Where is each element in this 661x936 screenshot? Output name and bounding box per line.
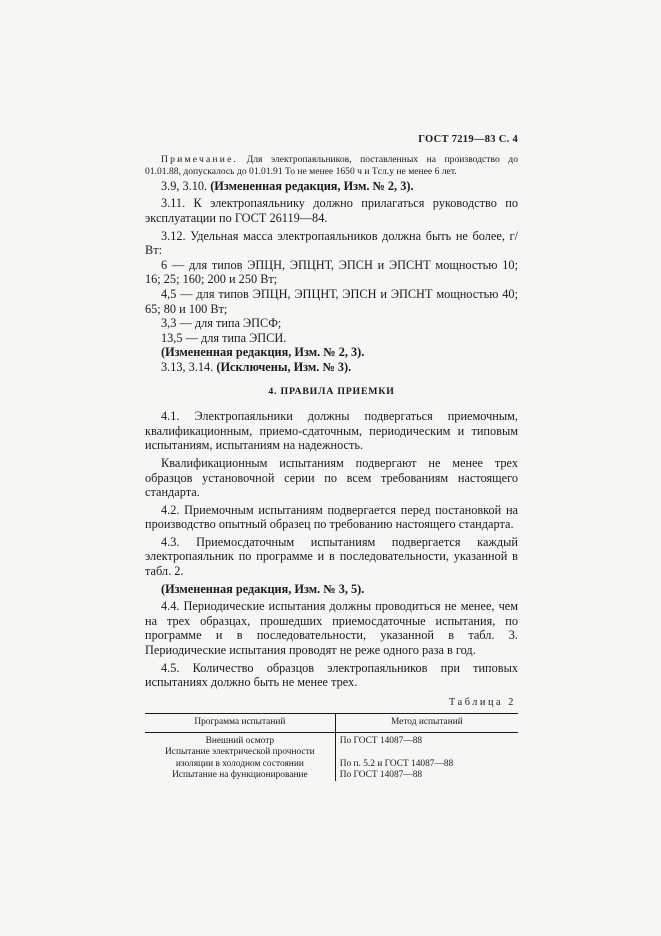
clause-3-13-amendment: (Исключены, Изм. № 3).: [216, 359, 352, 374]
clause-3-13: [145, 360, 518, 375]
table-cell-program: Испытание электрической прочности изоляции в холодном состоянии: [145, 747, 335, 770]
note-label: Примечание.: [161, 154, 239, 165]
clause-4-3-amendment: (Измененная редакция, Изм. № 3, 5).: [161, 581, 365, 596]
table-cell-method: По п. 5.2 и ГОСТ 14087—88: [339, 758, 454, 769]
clause-3-12: 3.12. Удельная масса электропаяльников должна быть не более, г/Вт:: [145, 228, 518, 258]
clause-4-4: 4.4. Периодические испытания должны проводиться не менее, чем на трех образцах, прошедших приемосдаточные испытания, по программе и в последовательности, указанной в табл. 3. Периодические испытания проводят не реже одного раза в год.: [145, 599, 518, 658]
clause-3-12-item-1: 6 — для типов ЭПЦН, ЭПЦНТ, ЭПСН и ЭПСНТ мощностью 10; 16; 25; 160; 200 и 250 Вт;: [145, 257, 518, 287]
clause-3-9-number: 3.9, 3.10.: [161, 178, 208, 193]
table-cell-method: По ГОСТ 14087—88: [339, 770, 423, 781]
column-header-method: Метод испытаний: [335, 714, 518, 732]
table-caption: Таблица 2: [449, 696, 516, 708]
clause-4-3: 4.3. Приемосдаточным испытаниям подвергается каждый электропаяльник по программе и в последовательности, указанной в табл. 2.: [145, 534, 518, 579]
clause-3-12-item-3: 3,3 — для типа ЭПСФ;: [161, 316, 282, 331]
clause-4-2: 4.2. Приемочным испытаниям подвергается перед постановкой на производство опытный образец по требованию настоящего стандарта.: [145, 502, 518, 532]
section-4-title: 4. ПРАВИЛА ПРИЕМКИ: [268, 385, 395, 397]
clause-3-12-amendment: (Измененная редакция, Изм. № 2, 3).: [161, 345, 365, 360]
note: [145, 154, 518, 179]
table-cell-program: Испытание на функционирование: [145, 770, 335, 781]
table-cell-method: По ГОСТ 14087—88: [339, 735, 423, 746]
test-program-table: [145, 713, 518, 781]
clause-4-1: 4.1. Электропаяльники должны подвергаться приемочным, квалификационным, приемо-сдаточным, периодическим и типовым испытаниям, испытаниям на надежность.: [145, 409, 518, 453]
clause-4-5: 4.5. Количество образцов электропаяльников при типовых испытаниях должно быть не менее трех.: [145, 660, 518, 690]
clause-4-1-qualification: Квалификационным испытаниям подвергают не менее трех образцов установочной серии по всем требованиям настоящего стандарта.: [145, 455, 518, 500]
table-header-row: [145, 714, 518, 732]
table-row: [145, 747, 518, 770]
table-row: [145, 732, 518, 747]
page-header: ГОСТ 7219—83 С. 4: [418, 134, 518, 145]
clause-3-9-amendment: (Измененная редакция, Изм. № 2, 3).: [210, 178, 414, 193]
clause-3-12-item-4: 13,5 — для типа ЭПСИ.: [161, 330, 287, 345]
clause-3-12-item-2: 4,5 — для типов ЭПЦН, ЭПЦНТ, ЭПСН и ЭПСНТ мощностью 40; 65; 80 и 100 Вт;: [145, 286, 518, 316]
clause-3-13-number: 3.13, 3.14.: [161, 359, 214, 374]
table-cell-program: Внешний осмотр: [145, 732, 335, 747]
note-text: Для электропаяльников, поставленных на производство до 01.01.88, допускалось до 01.01.91 To не менее 1650 ч и Tсл.у не менее 6 лет.: [145, 154, 518, 178]
page-content: [145, 154, 518, 781]
column-header-program: Программа испытаний: [145, 714, 335, 732]
table-row: [145, 770, 518, 781]
clause-3-9: [145, 179, 518, 194]
clause-3-11: 3.11. К электропаяльнику должно прилагаться руководство по эксплуатации по ГОСТ 26119—84.: [145, 196, 518, 225]
